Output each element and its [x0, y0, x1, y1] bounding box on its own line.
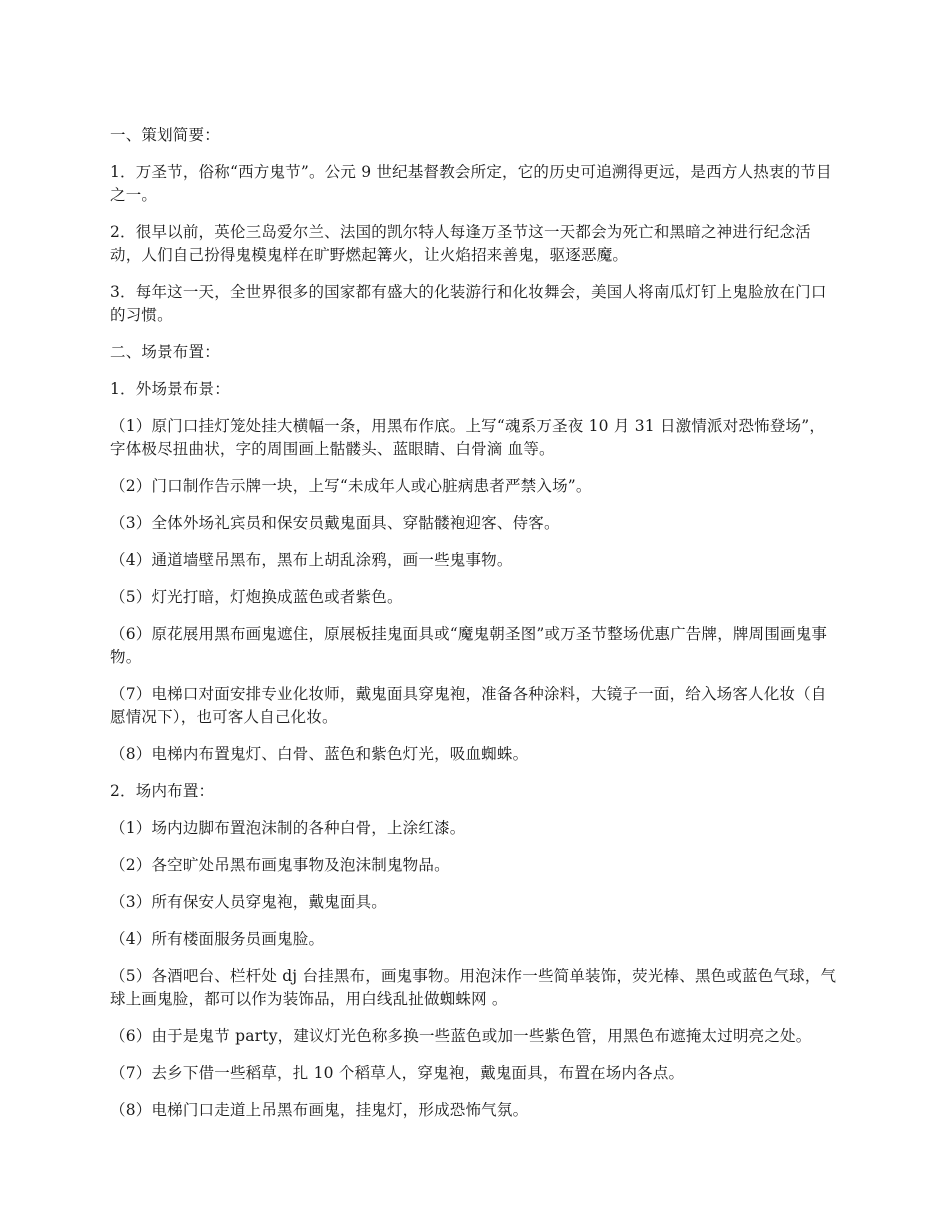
list-item-indoor-3: （3）所有保安人员穿鬼袍，戴鬼面具。 — [110, 893, 387, 911]
list-item-outdoor-8: （8）电梯内布置鬼灯、白骨、蓝色和紫色灯光，吸血蜘蛛。 — [110, 745, 529, 763]
list-item-indoor-4: （4）所有楼面服务员画鬼脸。 — [110, 930, 325, 948]
list-item-outdoor-7: （7）电梯口对面安排专业化妆师，戴鬼面具穿鬼袍，准备各种涂料，大镜子一面，给入场客人化妆（自愿情况下），也可客人自己化妆。 — [110, 685, 827, 726]
list-item-outdoor-3: （3）全体外场礼宾员和保安员戴鬼面具、穿骷髅袍迎客、侍客。 — [110, 514, 560, 532]
list-item-indoor-8: （8）电梯门口走道上吊黑布画鬼，挂鬼灯，形成恐怖气氛。 — [110, 1101, 529, 1119]
section-heading-planning-summary: 一、策划简要： — [110, 126, 220, 144]
list-item-outdoor-5: （5）灯光打暗，灯炮换成蓝色或者紫色。 — [110, 588, 403, 606]
list-item-indoor-5: （5）各酒吧台、栏杆处 dj 台挂黑布，画鬼事物。用泡沫作一些简单装饰，荧光棒、黑色或蓝色气球，气球上画鬼脸，都可以作为装饰品，用白线乱扯做蜘蛛网 。 — [110, 967, 837, 1008]
paragraph-summary-1: 1．万圣节，俗称“西方鬼节”。公元 9 世纪基督教会所定，它的历史可追溯得更远，是西方人热衷的节目之一。 — [110, 163, 832, 204]
list-item-outdoor-2: （2）门口制作告示牌一块，上写“未成年人或心脏病患者严禁入场”。 — [110, 477, 592, 495]
list-item-indoor-1: （1）场内边脚布置泡沫制的各种白骨，上涂红漆。 — [110, 819, 466, 837]
list-item-outdoor-6: （6）原花展用黑布画鬼遮住，原展板挂鬼面具或“魔鬼朝圣图”或万圣节整场优惠广告牌，牌周围画鬼事物。 — [110, 625, 828, 666]
subheading-outdoor-scene: 1．外场景布景： — [110, 380, 230, 398]
paragraph-summary-2: 2．很早以前，英伦三岛爱尔兰、法国的凯尔特人每逢万圣节这一天都会为死亡和黑暗之神进行纪念活动，人们自己扮得鬼模鬼样在旷野燃起篝火，让火焰招来善鬼，驱逐恶魔。 — [110, 223, 811, 264]
subheading-indoor-scene: 2．场内布置： — [110, 782, 215, 800]
list-item-indoor-7: （7）去乡下借一些稻草，扎 10 个稻草人，穿鬼袍，戴鬼面具，布置在场内各点。 — [110, 1064, 685, 1082]
section-heading-scene-layout: 二、场景布置： — [110, 343, 220, 361]
list-item-indoor-6: （6）由于是鬼节 party，建议灯光色称多换一些蓝色或加一些紫色管，用黑色布遮掩太过明亮之处。 — [110, 1027, 812, 1045]
list-item-outdoor-4: （4）通道墙壁吊黑布，黑布上胡乱涂鸦，画一些鬼事物。 — [110, 551, 513, 569]
paragraph-summary-3: 3．每年这一天，全世界很多的国家都有盛大的化装游行和化妆舞会，美国人将南瓜灯钉上鬼脸放在门口的习惯。 — [110, 283, 827, 324]
list-item-indoor-2: （2）各空旷处吊黑布画鬼事物及泡沫制鬼物品。 — [110, 856, 450, 874]
list-item-outdoor-1: （1）原门口挂灯笼处挂大横幅一条，用黑布作底。上写“魂系万圣夜 10 月 31 日激情派对恐怖登场”，字体极尽扭曲状，字的周围画上骷髅头、蓝眼睛、白骨滴 血等。 — [110, 417, 826, 458]
